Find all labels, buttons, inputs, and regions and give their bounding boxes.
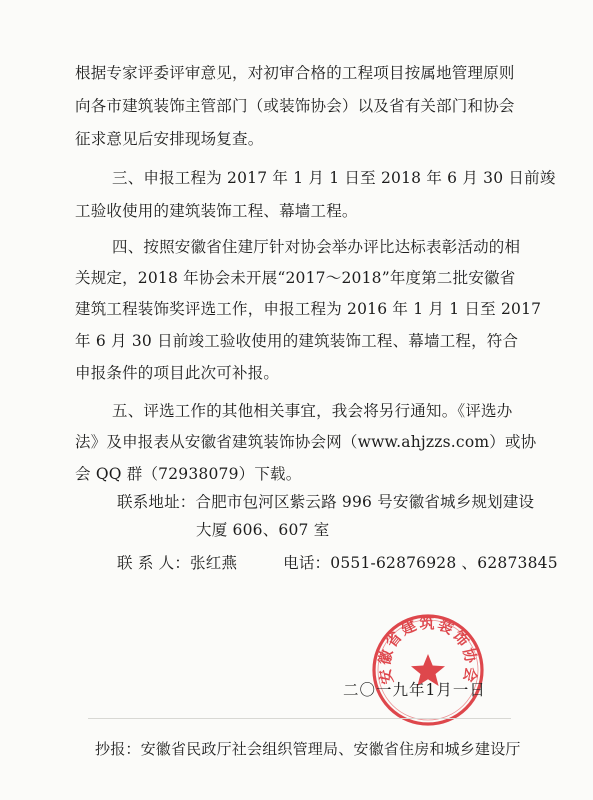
contact-person: 联 系 人：张红燕 — [117, 554, 238, 572]
item-four-line-1: 四、按照安徽省住建厅针对协会举办评比达标表彰活动的相 — [112, 238, 521, 256]
contact-person-row — [117, 553, 593, 573]
item-four-line-4: 年 6 月 30 日前竣工验收使用的建筑装饰工程、幕墙工程，符合 — [75, 332, 519, 350]
item-four-line-2: 关规定，2018 年协会未开展“2017～2018”年度第二批安徽省 — [75, 269, 516, 287]
contact-address: 联系地址：合肥市包河区紫云路 996 号安徽省城乡规划建设 — [117, 493, 535, 511]
body-line-1: 根据专家评委评审意见，对初审合格的工程项目按属地管理原则 — [75, 64, 515, 82]
signature-date: 二〇一九年1月一日 — [343, 681, 486, 699]
item-three-line-2: 工验收使用的建筑装饰工程、幕墙工程。 — [75, 202, 358, 220]
contact-address-cont: 大厦 606、607 室 — [196, 521, 330, 539]
item-three-line-1: 三、申报工程为 2017 年 1 月 1 日至 2018 年 6 月 30 日前竣 — [112, 169, 556, 187]
official-seal-icon — [370, 612, 486, 728]
divider — [88, 718, 511, 719]
seal-text: 安徽省建筑装饰协会 — [375, 613, 481, 686]
item-four-line-5: 申报条件的项目此次可补报。 — [75, 364, 280, 382]
item-five-line-1: 五、评选工作的其他相关事宜，我会将另行通知。《评选办 — [112, 402, 513, 420]
item-five-line-2: 法》及申报表从安徽省建筑装饰协会网（www.ahjzzs.com）或协 — [75, 433, 537, 451]
body-line-3: 征求意见后安排现场复查。 — [75, 130, 264, 148]
item-five-line-3: 会 QQ 群（72938079）下载。 — [75, 465, 302, 483]
copy-to-line: 抄报：安徽省民政厅社会组织管理局、安徽省住房和城乡建设厅 — [95, 740, 521, 758]
body-line-2: 向各市建筑装饰主管部门（或装饰协会）以及省有关部门和协会 — [75, 97, 515, 115]
contact-phone: 电话：0551-62876928 、62873845 — [283, 554, 558, 572]
item-four-line-3: 建筑工程装饰奖评选工作，申报工程为 2016 年 1 月 1 日至 2017 — [75, 300, 542, 318]
